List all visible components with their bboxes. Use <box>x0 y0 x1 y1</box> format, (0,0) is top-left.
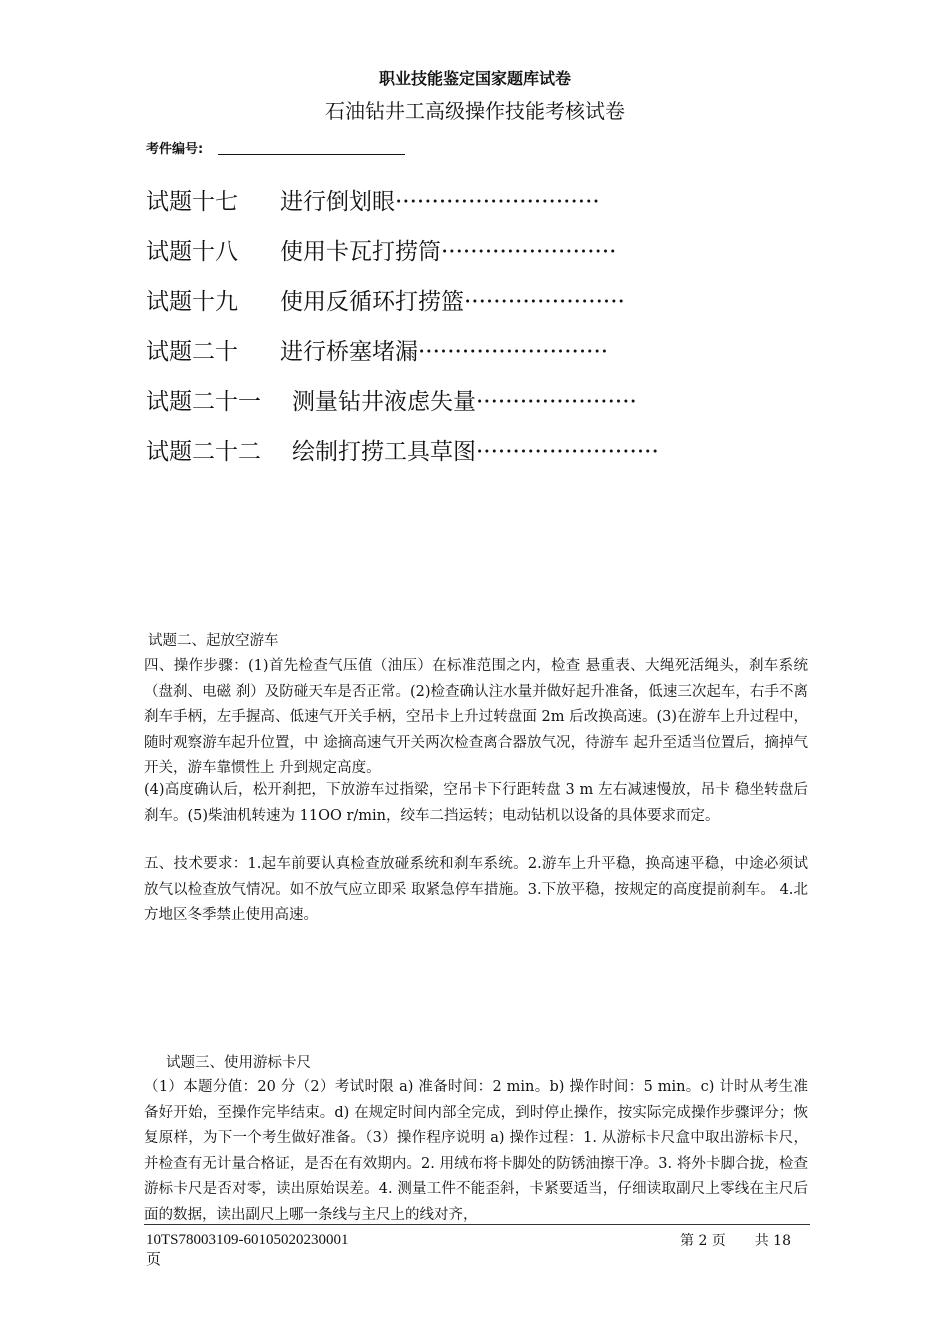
toc-item-title: 进行倒划眼 <box>280 189 395 215</box>
toc-item-title: 使用反循环打捞篮 <box>280 289 464 315</box>
page-number <box>680 1230 791 1250</box>
toc-item-number: 试题二十二 <box>146 439 261 465</box>
exam-code-label: 考件编号: <box>146 142 204 157</box>
footer-divider <box>144 1224 810 1225</box>
toc-item-number: 试题十九 <box>146 289 238 315</box>
toc-item <box>146 335 659 385</box>
section-paragraph: 四、操作步骤：(1)首先检查气压值（油压）在标准范围之内，检查 悬重表、大绳死活绳头，刹车系统（盘刹、电磁 刹）及防碰天车是否正常。(2)检查确认注水量并做好起升准备，低速三次起车，右手不离刹车手柄，左手握高、低速气开关手柄，空吊卡上升过转盘面 2m 后改换高速。(3)在游车上升过程中，随时观察游车起升位置，中 途摘高速气开关两次检查离合器放气况，待游车 起升至适当位置后，摘掉气开关，游车靠惯性上 升到规定高度。 <box>144 658 808 777</box>
footer-code <box>146 1230 349 1270</box>
toc-item <box>146 385 659 435</box>
toc-leader-dots: ······················ <box>464 289 625 315</box>
toc-item-number: 试题十七 <box>146 189 238 215</box>
toc-item <box>146 235 659 285</box>
toc-item-title: 测量钻井液虑失量 <box>292 389 476 415</box>
toc-item-number: 试题十八 <box>146 239 238 265</box>
toc-item <box>146 435 659 485</box>
exam-code-blank <box>218 154 405 155</box>
current-page: 第 2 页 <box>680 1233 726 1249</box>
total-pages: 共 18 <box>754 1233 791 1249</box>
toc-leader-dots: ···························· <box>395 189 600 215</box>
page-suffix: 页 <box>146 1252 162 1268</box>
table-of-contents <box>146 185 659 485</box>
toc-leader-dots: ······················ <box>476 389 637 415</box>
exam-header-title: 职业技能鉴定国家题库试卷 <box>378 69 571 88</box>
toc-item-number: 试题二十一 <box>146 389 261 415</box>
toc-item <box>146 285 659 335</box>
section-heading: 试题二、起放空游车 <box>148 633 279 649</box>
toc-item-title: 使用卡瓦打捞筒 <box>280 239 441 265</box>
section-paragraph: 五、技术要求：1.起车前要认真检查放碰系统和刹车系统。2.游车上升平稳，换高速平稳，中途必须试 放气以检查放气情况。如不放气应立即采 取紧急停车措施。3.下放平稳，按规定的高度提前刹车。 4.北方地区冬季禁止使用高速。 <box>144 856 808 924</box>
toc-item-title: 进行桥塞堵漏 <box>280 339 418 365</box>
toc-item-number: 试题二十 <box>146 339 238 365</box>
section-paragraph: (4)高度确认后，松开刹把，下放游车过指梁，空吊卡下行距转盘 3 m 左右减速慢放，吊卡 稳坐转盘后刹车。(5)柴油机转速为 11OO r/min，绞车二挡运转；电动钻机以设备的具体要求而定。 <box>144 782 808 824</box>
toc-leader-dots: ·························· <box>418 339 609 365</box>
document-code: 10TS78003109-60105020230001 <box>146 1232 349 1248</box>
section-paragraph: （1）本题分值：20 分（2）考试时限 a) 准备时间：2 min。b) 操作时间：5 min。c) 计时从考生准备好开始，至操作完毕结束。d) 在规定时间内部全完成，到时停止操作，按实际完成操作步骤评分；恢复原样，为下一个考生做好准备。（3）操作程序说明 a) 操作过程：1. 从游标卡尺盒中取出游标卡尺，并检查有无计量合格证，是否在有效期内。2. 用绒布将卡脚处的防锈油擦干净。3. 将外卡脚合拢，检查游标卡尺是否对零，读出原始误差。4. 测量工件不能歪斜，卡紧要适当，仔细读取副尺上零线在主尺后面的数据，读出副尺上哪一条线与主尺上的线对齐， <box>144 1079 808 1223</box>
toc-item-title: 绘制打捞工具草图 <box>292 439 476 465</box>
toc-leader-dots: ························· <box>476 439 659 465</box>
toc-leader-dots: ························ <box>441 239 617 265</box>
exam-paper-title: 石油钻井工高级操作技能考核试卷 <box>325 99 625 123</box>
section-heading: 试题三、使用游标卡尺 <box>166 1055 311 1071</box>
toc-item <box>146 185 659 235</box>
